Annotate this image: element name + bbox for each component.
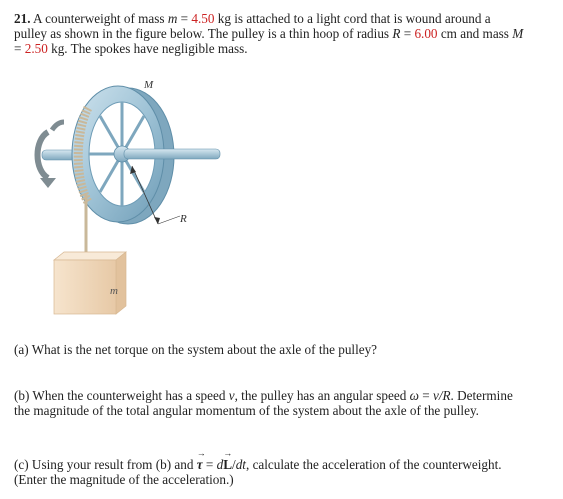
- part-b-line2: the magnitude of the total angular momentum of the system about the axle of the pulley.: [14, 403, 479, 418]
- tau-vector: → τ: [196, 448, 206, 472]
- counterweight-block: [54, 252, 126, 314]
- equals-1: =: [177, 11, 192, 26]
- part-c-slash: /: [232, 457, 236, 472]
- part-b-text-2: , the pulley has an angular speed: [234, 388, 410, 403]
- pulley-figure: [30, 74, 230, 336]
- radius-symbol: R: [392, 26, 401, 41]
- figure-label-R: R: [180, 213, 187, 225]
- equals-2: =: [400, 26, 415, 41]
- radius-value: 6.00: [414, 26, 438, 41]
- part-c-text-2: =: [202, 457, 217, 472]
- line2-text-a: pulley as shown in the figure below. The pulley is a thin hoop of radius: [14, 26, 393, 41]
- part-b-text-4: . Determine: [450, 388, 513, 403]
- mass-m-symbol: m: [167, 11, 178, 26]
- intro-text-a: A counterweight of mass: [30, 11, 168, 26]
- part-b: [14, 388, 554, 418]
- line3-text-b: kg. The spokes have negligible mass.: [47, 41, 248, 56]
- vector-arrow-icon: →: [223, 448, 233, 458]
- part-c-text-1: (c) Using your result from (b) and: [14, 457, 197, 472]
- figure-label-M: M: [144, 79, 154, 91]
- v-over-R: v/R: [432, 388, 451, 403]
- line2-text-b: cm and mass: [437, 26, 513, 41]
- speed-v-symbol: v: [228, 388, 235, 403]
- dt-symbol: dt: [235, 457, 246, 472]
- intro-text-b: kg is attached to a light cord that is wound around a: [214, 11, 491, 26]
- mass-M-symbol: M: [512, 26, 524, 41]
- part-a-text: (a) What is the net torque on the system about the axle of the pulley?: [14, 342, 378, 357]
- part-a: [14, 342, 554, 357]
- vector-arrow-icon: →: [196, 448, 206, 458]
- mass-m-value: 4.50: [191, 11, 215, 26]
- part-b-text-3: =: [418, 388, 433, 403]
- part-c: [14, 448, 554, 487]
- problem-statement: [14, 11, 554, 56]
- part-b-text-1: (b) When the counterweight has a speed: [14, 388, 229, 403]
- part-c-line2: (Enter the magnitude of the acceleration.): [14, 472, 234, 487]
- line3-text-a: =: [14, 41, 25, 56]
- mass-M-value: 2.50: [24, 41, 48, 56]
- figure-label-m: m: [110, 285, 118, 297]
- d-symbol: d: [216, 457, 224, 472]
- problem-number: 21.: [14, 11, 31, 26]
- axle-front: [124, 149, 220, 159]
- L-vector: → L: [223, 448, 233, 472]
- part-c-text-4: , calculate the acceleration of the counterweight.: [245, 457, 502, 472]
- omega-symbol: ω: [409, 388, 419, 403]
